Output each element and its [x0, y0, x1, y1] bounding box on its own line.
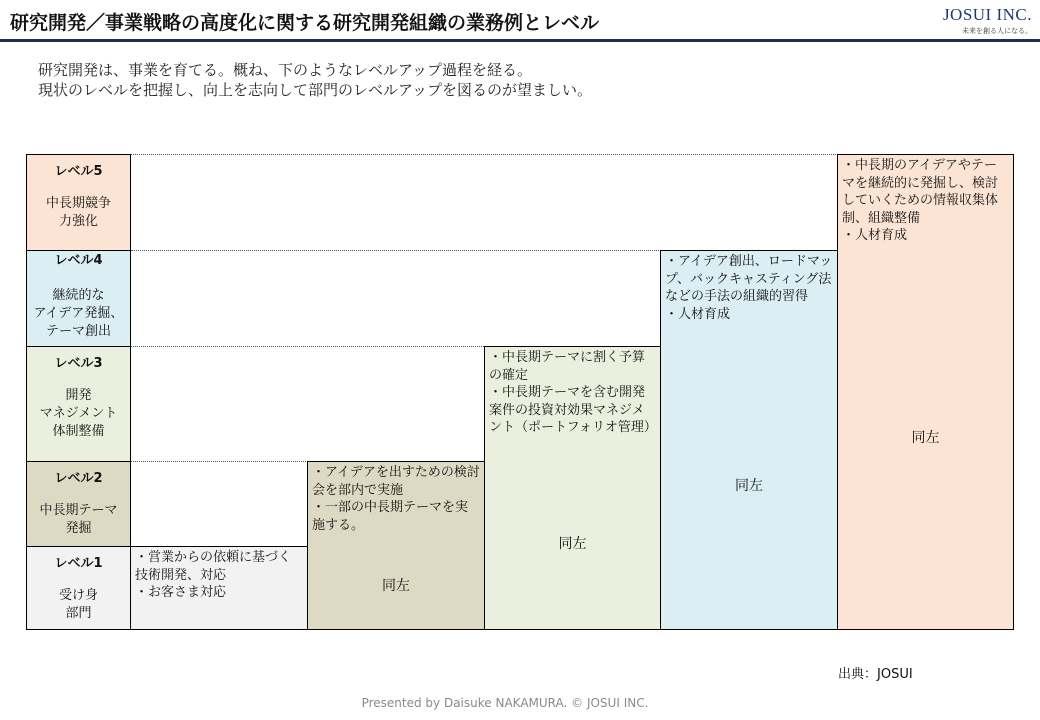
- task-item: ・営業からの依頼に基づく技術開発、対応: [135, 550, 292, 583]
- level-title: レベル3: [54, 356, 103, 371]
- level-5-column: [837, 154, 1014, 630]
- header-rule: [0, 39, 1040, 42]
- task-item: ・お客さま対応: [135, 585, 227, 600]
- task-item: ・アイデア創出、ロードマップ、バックキャスティング法などの手法の組織的習得: [665, 254, 833, 304]
- level-description: 開発 マネジメント 体制整備: [39, 388, 118, 439]
- same-as-left-label: 同左: [382, 578, 410, 594]
- footer-credit: Presented by Daisuke NAKAMURA. © JOSUI INC.: [361, 696, 649, 710]
- grid-line-level3: [131, 346, 484, 347]
- task-item: ・中長期テーマを含む開発案件の投資対効果マネジメント（ポートフォリオ管理）: [489, 385, 657, 435]
- page-title: 研究開発／事業戦略の高度化に関する研究開発組織の業務例とレベル: [10, 12, 600, 34]
- grid-line-level4: [131, 250, 661, 251]
- task-item: ・一部の中長期テーマを実施する。: [312, 500, 469, 533]
- level-title: レベル2: [54, 471, 103, 486]
- same-as-left-label: 同左: [735, 478, 763, 494]
- task-item: ・人材育成: [665, 306, 731, 322]
- same-as-left-label: 同左: [558, 536, 587, 552]
- level-description: 中長期競争 力強化: [45, 196, 111, 229]
- task-item: ・人材育成: [842, 228, 908, 243]
- grid-line-level2: [131, 461, 308, 462]
- intro-line-2: 現状のレベルを把握し、向上を志向して部門のレベルアップを図るのが望ましい。: [38, 81, 592, 99]
- logo-tagline: 未来を創る人になる。: [962, 27, 1032, 35]
- level-1-column: [130, 546, 308, 630]
- company-logo: [943, 5, 1032, 36]
- level-4-column: [660, 250, 838, 630]
- level-2-label: [26, 461, 131, 547]
- level-title: レベル1: [54, 556, 103, 571]
- source-note: 出典：JOSUI: [838, 667, 913, 682]
- level-2-column: [307, 461, 485, 630]
- level-3-label: [26, 346, 131, 462]
- intro-text: [38, 60, 592, 100]
- task-item: ・中長期のアイデアやテーマを継続的に発掘し、検討していくための情報収集体制、組織整備: [842, 158, 999, 226]
- level-3-column: [484, 346, 661, 630]
- grid-line-top: [131, 154, 838, 155]
- level-description: 継続的な アイデア発掘、 テーマ創出: [33, 288, 124, 339]
- same-as-left-label: 同左: [911, 430, 940, 446]
- intro-line-1: 研究開発は、事業を育てる。概ね、下のようなレベルアップ過程を経る。: [38, 61, 532, 79]
- level-title: レベル5: [54, 164, 103, 179]
- task-item: ・アイデアを出すための検討会を部内で実施: [312, 465, 480, 498]
- level-description: 中長期テーマ 発掘: [39, 503, 118, 536]
- level-1-label: [26, 546, 131, 630]
- logo-name: JOSUI INC.: [942, 5, 1032, 24]
- task-item: ・中長期テーマに割く予算の確定: [489, 350, 646, 383]
- level-5-label: [26, 154, 131, 251]
- level-description: 受け身 部門: [58, 588, 98, 621]
- level-4-label: [26, 250, 131, 347]
- level-title: レベル4: [54, 253, 103, 268]
